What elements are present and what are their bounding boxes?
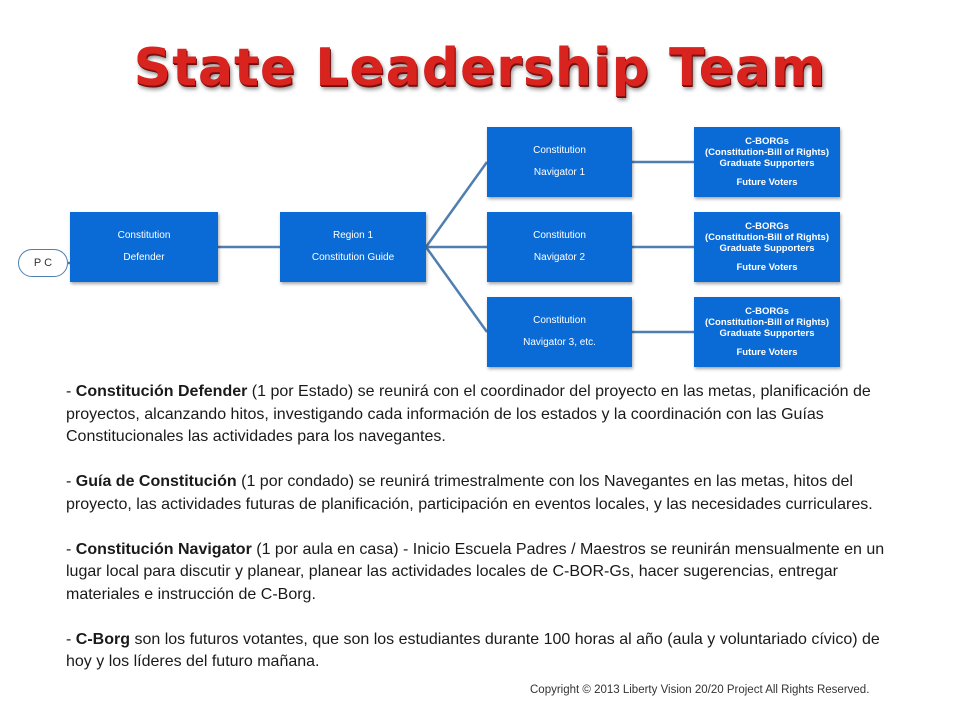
paragraph-defender <box>66 381 896 449</box>
box-line: Constitution <box>533 145 586 156</box>
cborgs-2-box <box>694 212 840 282</box>
box-line: Navigator 2 <box>533 252 586 263</box>
box-line: C-BORGs <box>745 306 789 317</box>
box-line: Future Voters <box>736 347 798 358</box>
box-line: C-BORGs <box>745 136 789 147</box>
term: Constitución Defender <box>75 383 248 400</box>
paragraph-cborg <box>66 629 896 674</box>
box-line: Constitution <box>533 315 586 326</box>
box-line: Navigator 1 <box>533 167 586 178</box>
constitution-defender-box <box>70 212 218 282</box>
paragraph-navigator <box>66 539 896 607</box>
box-line: Future Voters <box>736 262 798 273</box>
bullet-dash: - <box>66 473 76 490</box>
term: Constitución Navigator <box>75 540 252 558</box>
box-line: Constitution <box>117 230 171 241</box>
navigator-2-box <box>487 212 632 282</box>
navigator-3-box <box>487 297 632 367</box>
bullet-dash: - <box>66 630 76 648</box>
term: C-Borg <box>75 630 130 648</box>
box-line: C-BORGs <box>745 221 789 232</box>
region-guide-box <box>280 212 426 282</box>
connector-region-nav1 <box>426 162 487 247</box>
bullet-dash: - <box>66 383 76 400</box>
box-line: Constitution <box>533 230 586 241</box>
paragraph-body: (1 por aula en casa) - Inicio Escuela Padres / Maestros se reunirán mensualmente en un lugar local para discutir y planear, planear las actividades locales de C-BOR-Gs, hacer sugerencias, entregar materiales e instrucción de C-Borg. <box>66 540 885 603</box>
copyright-notice: Copyright © 2013 Liberty Vision 20/20 Project All Rights Reserved. <box>530 684 870 696</box>
description-text <box>66 381 896 696</box>
paragraph-body: (1 por Estado) se reunirá con el coordinador del proyecto en las metas, planificación de proyectos, alcanzando hitos, investigando cada información de los estados y la coordinación con las Guías Constitucionales las actividades para los navegantes. <box>66 383 871 445</box>
pc-node: P C <box>18 249 68 277</box>
page-title: State Leadership Team <box>133 38 827 98</box>
box-line: Region 1 <box>332 230 374 241</box>
box-line: (Constitution-Bill of Rights) Graduate Supporters <box>705 147 829 169</box>
box-line: Constitution Guide <box>311 252 395 263</box>
box-line: (Constitution-Bill of Rights) Graduate Supporters <box>705 317 829 339</box>
navigator-1-box <box>487 127 632 197</box>
connector-region-nav3 <box>426 247 487 332</box>
paragraph-body: son los futuros votantes, que son los estudiantes durante 100 horas al año (aula y voluntariado cívico) de hoy y los líderes del futuro mañana. <box>66 630 880 670</box>
cborgs-1-box <box>694 127 840 197</box>
paragraph-body: (1 por condado) se reunirá trimestralmente con los Navegantes en las metas, hitos del proyecto, las actividades futuras de planificación, participación en eventos locales, y las necesidades curriculares. <box>66 473 873 513</box>
box-line: Defender <box>123 252 165 263</box>
box-line: (Constitution-Bill of Rights) Graduate Supporters <box>705 232 829 254</box>
box-line: Navigator 3, etc. <box>523 337 596 348</box>
cborgs-3-box <box>694 297 840 367</box>
term: Guía de Constitución <box>75 473 237 490</box>
paragraph-guide <box>66 471 896 516</box>
bullet-dash: - <box>66 540 76 558</box>
box-line: Future Voters <box>736 177 798 188</box>
